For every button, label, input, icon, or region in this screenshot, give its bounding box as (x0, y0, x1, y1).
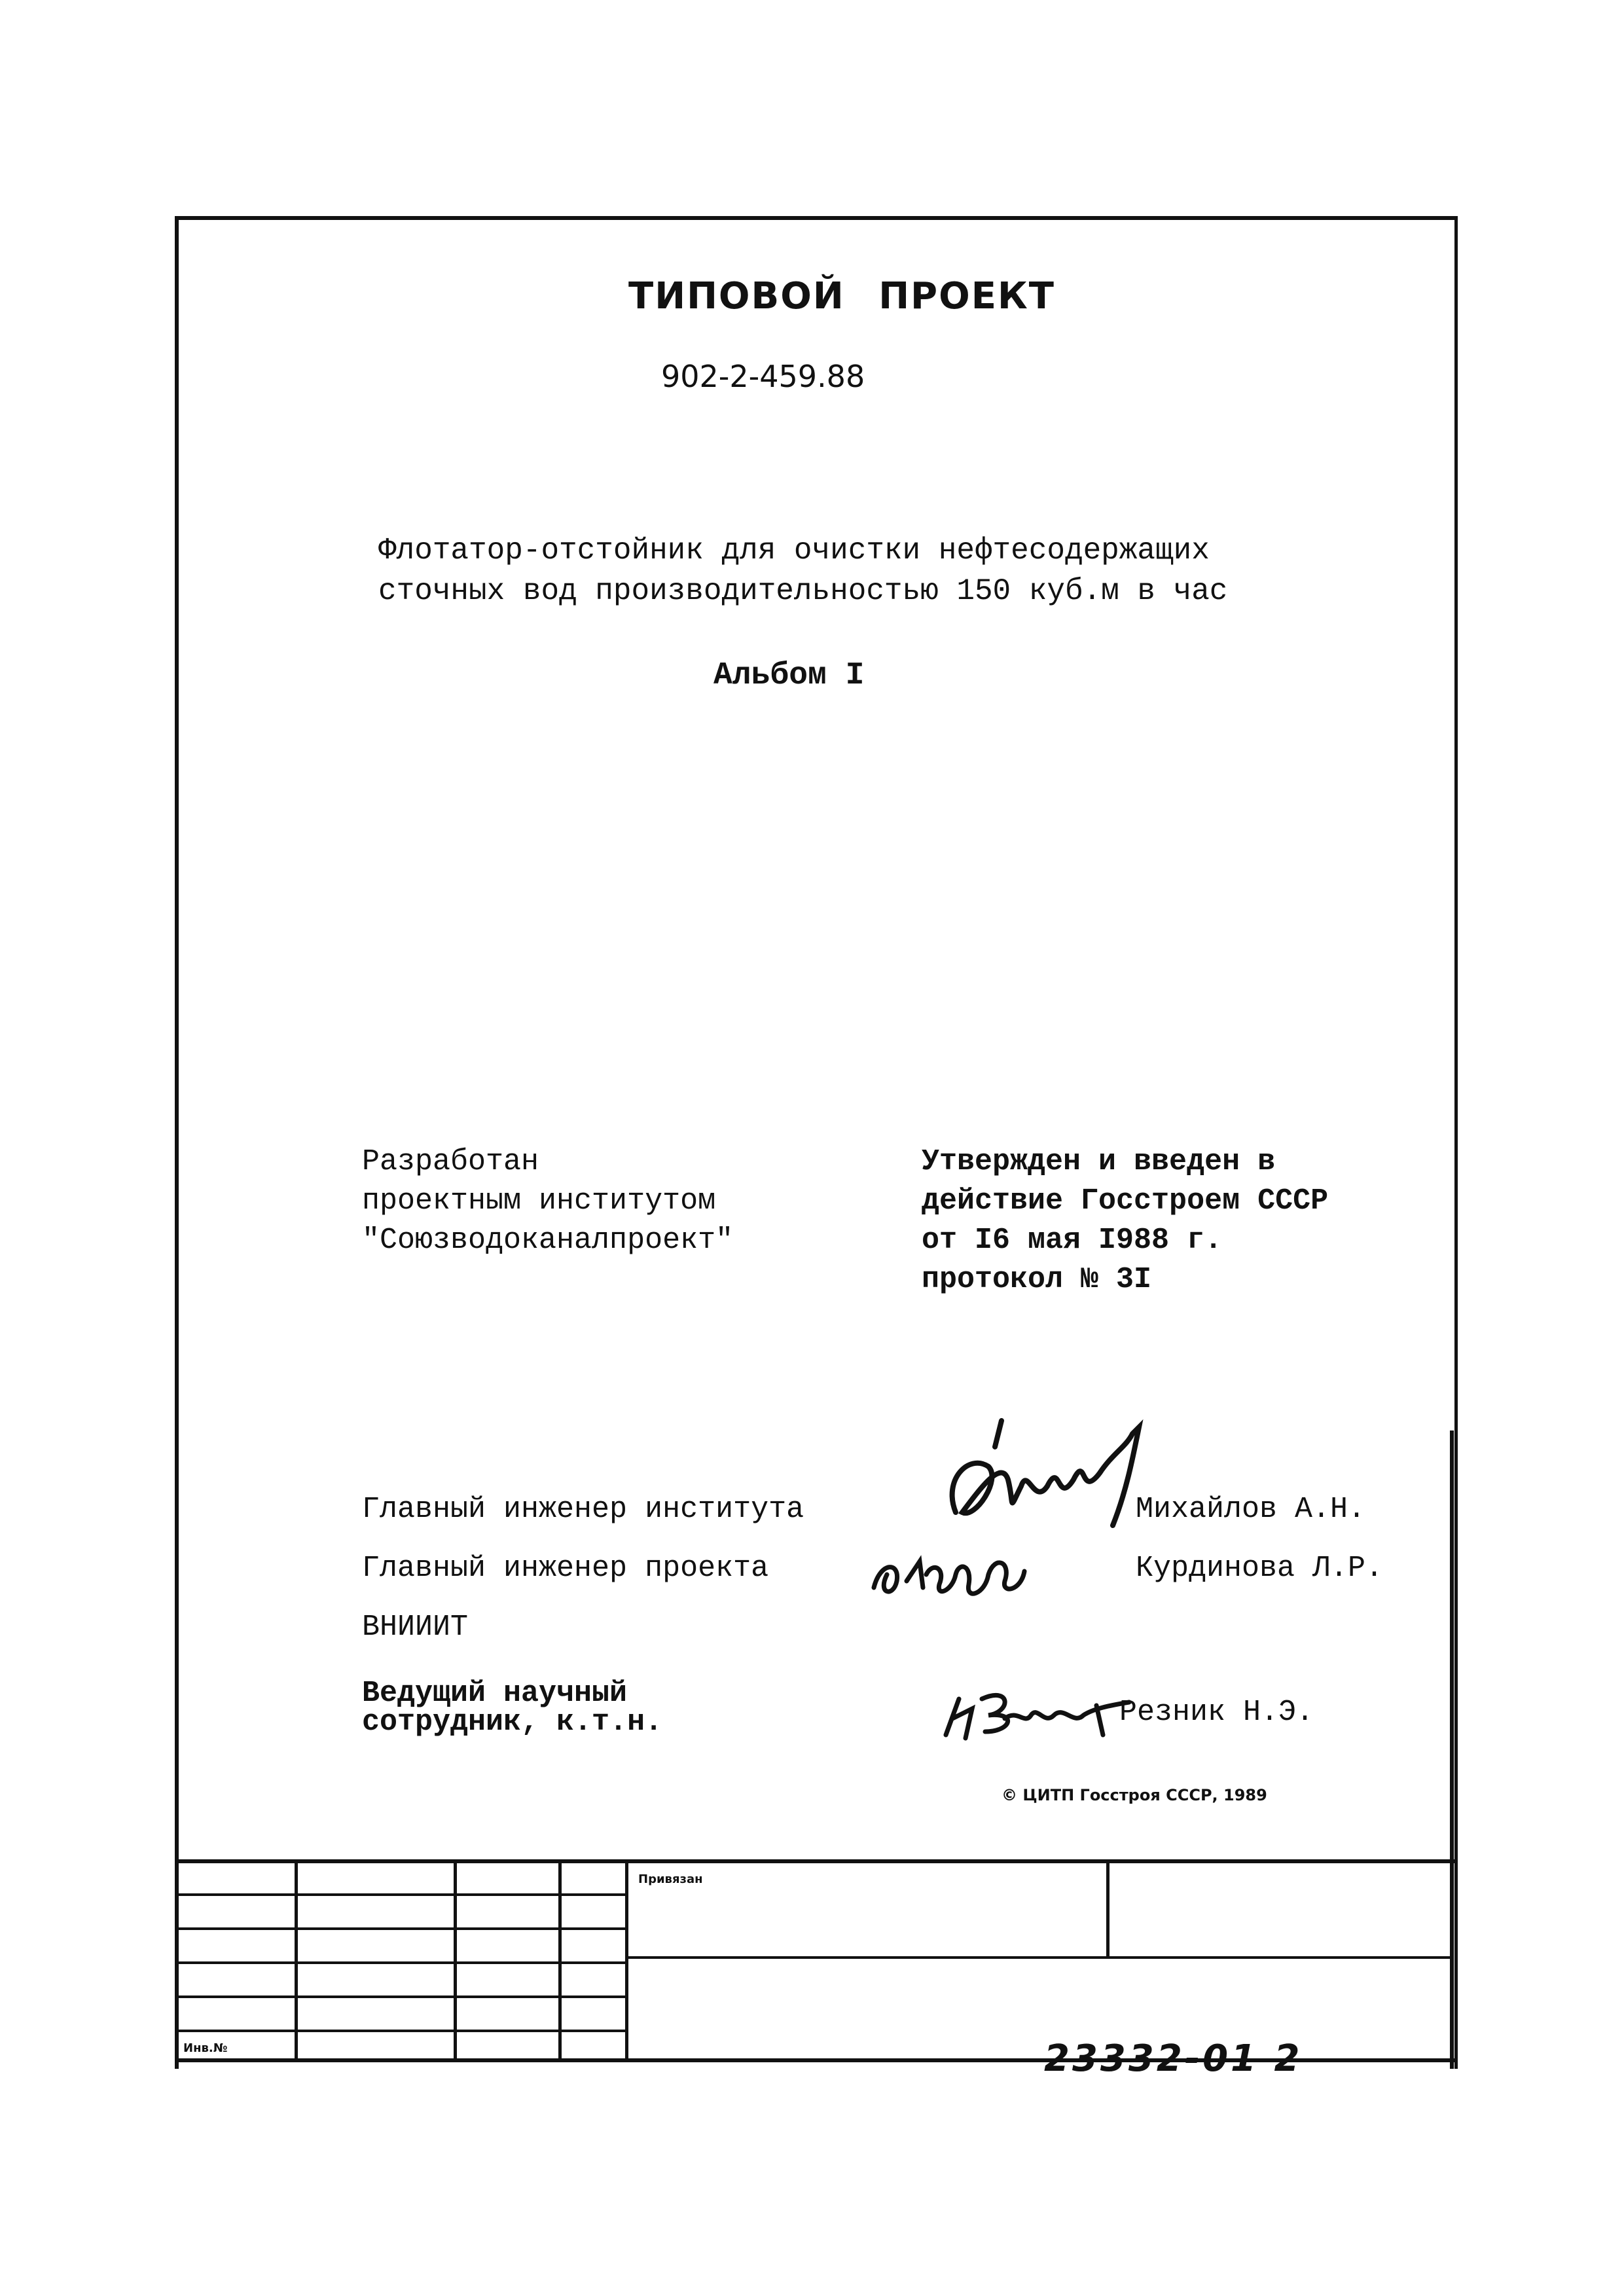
copyright-note: © ЦИТП Госстроя СССР, 1989 (1001, 1786, 1267, 1804)
footer-registration-number: 23332-01 2 (1044, 2037, 1303, 2080)
stamp-hline-3 (175, 1961, 626, 1964)
signature-role-chief-engineer-project: Главный инженер проекта (362, 1552, 769, 1585)
developer-line-1: Разработан (362, 1145, 539, 1178)
stamp-hline-5 (175, 2030, 626, 2032)
handwritten-signature-reznik (933, 1673, 1142, 1745)
stamp-hline-right (625, 1956, 1453, 1959)
stamp-label-privyazan: Привязан (638, 1872, 703, 1886)
description-line-2: сточных вод производительностью 150 куб.м в час (378, 574, 1228, 608)
stamp-hline-4 (175, 1995, 626, 1998)
stamp-hline-2 (175, 1927, 626, 1930)
handwritten-signature-kurdinova (861, 1535, 1057, 1614)
approval-block (922, 1142, 1328, 1300)
stamp-vline-5 (1106, 1859, 1110, 1958)
developer-line-3: "Союзводоканалпроект" (362, 1224, 734, 1257)
stamp-right-edge (1450, 1859, 1454, 2062)
signature-name-mikhailov: Михайлов А.Н. (1136, 1493, 1366, 1526)
signature-name-reznik: Резник Н.Э. (1119, 1696, 1314, 1729)
project-description (378, 530, 1227, 611)
signature-name-kurdinova: Курдинова Л.Р. (1136, 1552, 1384, 1585)
approval-line-2: действие Госстроем СССР (922, 1184, 1329, 1218)
approval-line-3: от I6 мая I988 г. (922, 1224, 1223, 1257)
signature-org-vniiit: ВНИИИТ (362, 1611, 469, 1644)
signature-role-chief-engineer-institute: Главный инженер института (362, 1493, 804, 1526)
stamp-label-inv-number: Инв.№ (183, 2041, 228, 2055)
stamp-hline-1 (175, 1893, 626, 1896)
developer-line-2: проектным институтом (362, 1184, 716, 1218)
project-code: 902-2-459.88 (661, 359, 865, 394)
album-label: Альбом I (713, 658, 865, 693)
document-title: ТИПОВОЙ ПРОЕКТ (628, 275, 1055, 318)
developer-block (362, 1142, 733, 1260)
description-line-1: Флотатор-отстойник для очистки нефтесодержащих (378, 534, 1210, 568)
approval-line-1: Утвержден и введен в (922, 1145, 1276, 1178)
signature-role-senior-researcher: Ведущий научный сотрудник, к.т.н. (362, 1677, 663, 1739)
approval-line-4: протокол № 3I (922, 1263, 1152, 1296)
